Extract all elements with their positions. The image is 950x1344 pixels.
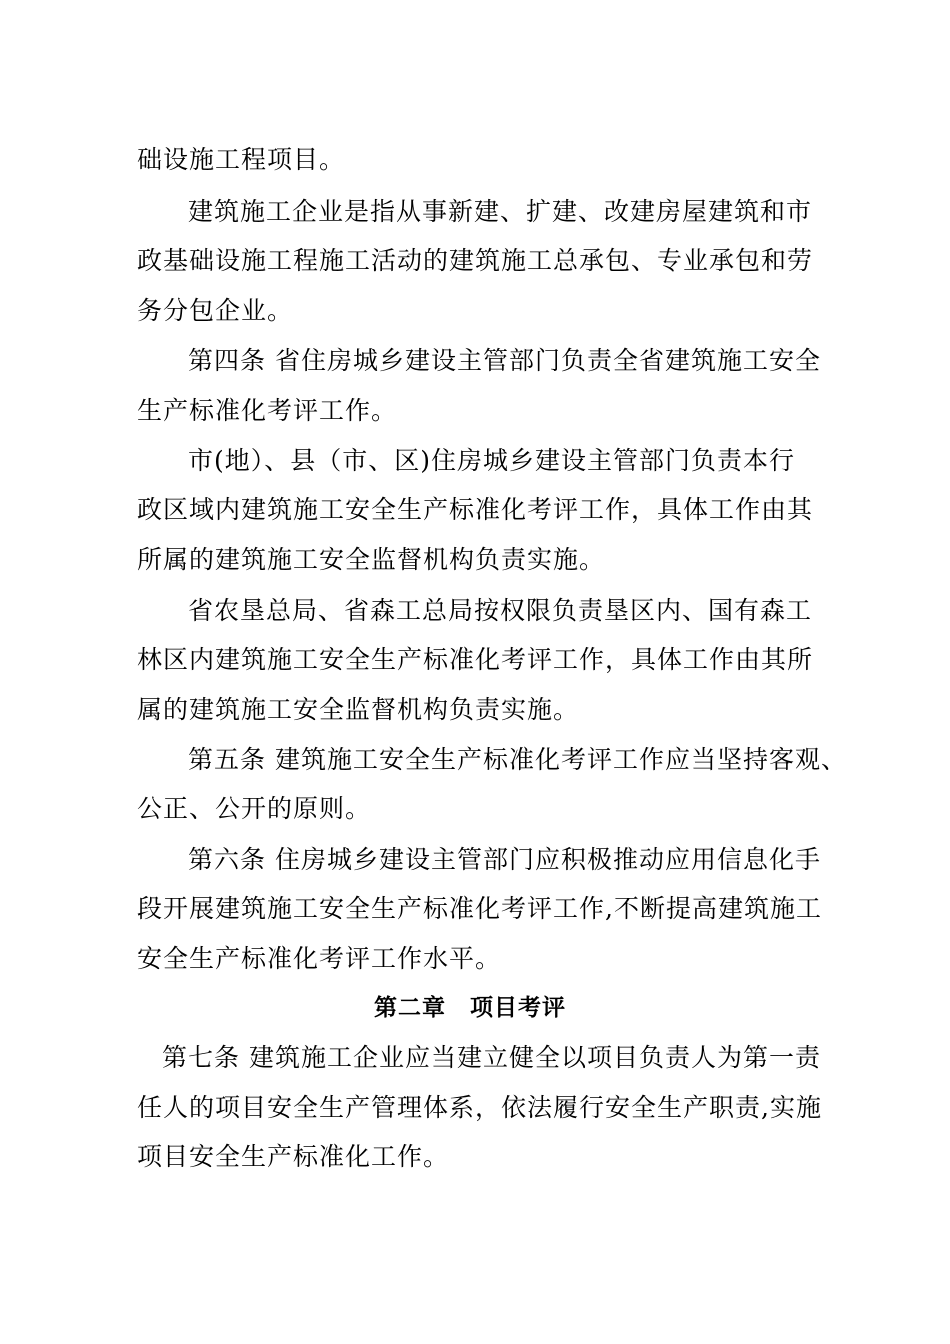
text-line: 第四条 省住房城乡建设主管部门负责全省建筑施工安全 [188, 346, 821, 375]
text-line: 属的建筑施工安全监督机构负责实施。 [137, 695, 580, 724]
text-line: 础设施工程项目。 [137, 145, 346, 174]
text-line: 公正、公开的原则。 [137, 794, 372, 823]
text-line: 第七条 建筑施工企业应当建立健全以项目负责人为第一责 [162, 1043, 821, 1072]
text-line: 务分包企业。 [137, 296, 294, 325]
text-line: 任人的项目安全生产管理体系，依法履行安全生产职责,实施 [137, 1093, 822, 1122]
text-line: 省农垦总局、省森工总局按权限负责垦区内、国有森工 [188, 596, 813, 625]
text-line: 林区内建筑施工安全生产标准化考评工作，具体工作由其所 [137, 645, 814, 674]
chapter-heading: 第二章 项目考评 [374, 994, 566, 1021]
text-line: 生产标准化考评工作。 [137, 396, 398, 425]
text-line: 所属的建筑施工安全监督机构负责实施。 [137, 545, 606, 574]
text-line: 政区域内建筑施工安全生产标准化考评工作，具体工作由其 [137, 495, 814, 524]
text-line: 项目安全生产标准化工作。 [137, 1142, 450, 1171]
text-line: 安全生产标准化考评工作水平。 [137, 944, 502, 973]
text-line: 段开展建筑施工安全生产标准化考评工作,不断提高建筑施工 [137, 894, 822, 923]
text-line: 市(地）、县（市、区)住房城乡建设主管部门负责本行 [188, 446, 796, 475]
text-line: 第五条 建筑施工安全生产标准化考评工作应当坚持客观、 [188, 745, 847, 774]
text-line: 建筑施工企业是指从事新建、扩建、改建房屋建筑和市 [188, 197, 813, 226]
text-line: 政基础设施工程施工活动的建筑施工总承包、专业承包和劳 [137, 246, 814, 275]
text-line: 第六条 住房城乡建设主管部门应积极推动应用信息化手 [188, 845, 821, 874]
